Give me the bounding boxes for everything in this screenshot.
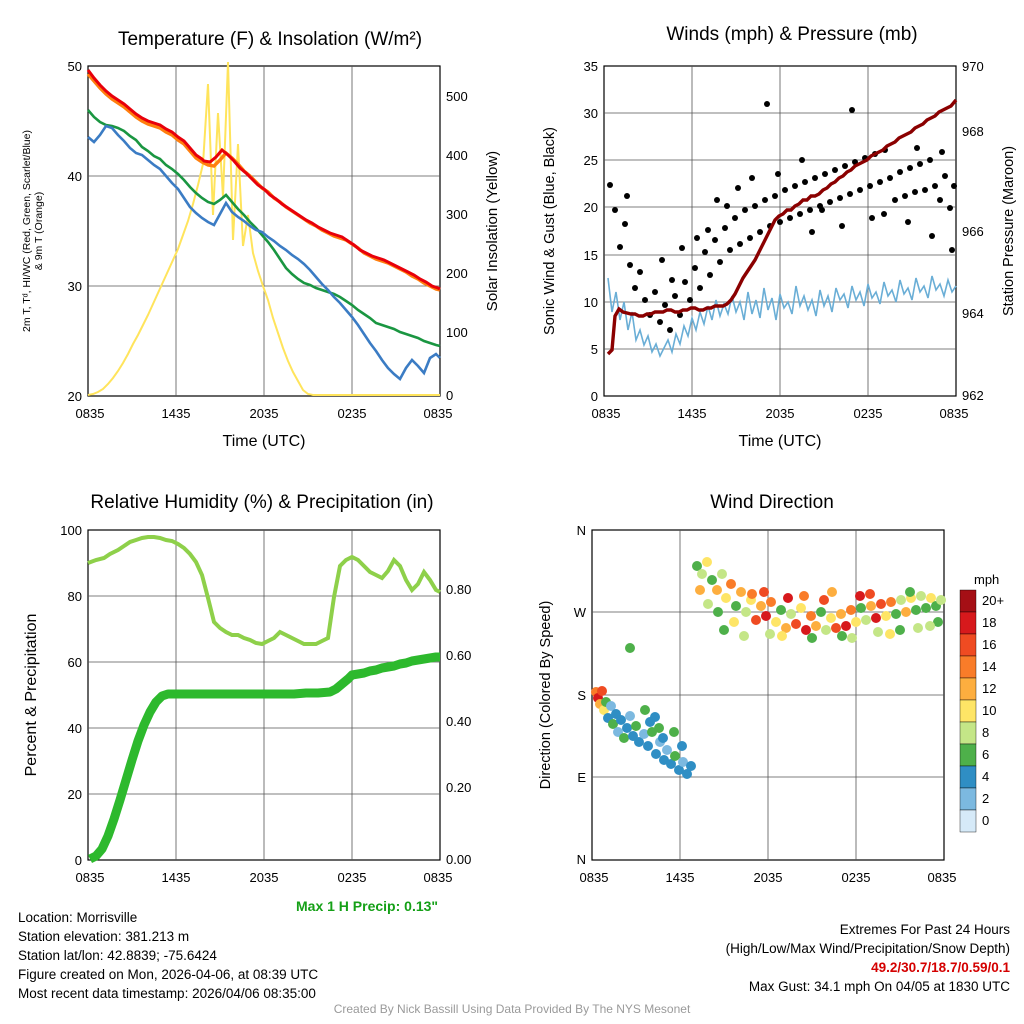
svg-text:0: 0 xyxy=(74,853,82,868)
station-elevation: Station elevation: 381.213 m xyxy=(18,929,190,944)
svg-text:2035: 2035 xyxy=(753,870,783,885)
svg-text:20: 20 xyxy=(67,389,82,404)
winds-left-axis-ticks xyxy=(584,59,598,404)
svg-text:15: 15 xyxy=(583,248,598,263)
svg-text:2035: 2035 xyxy=(765,406,795,421)
svg-text:0: 0 xyxy=(446,388,454,403)
svg-text:80: 80 xyxy=(67,589,82,604)
svg-text:966: 966 xyxy=(962,224,984,239)
svg-text:0: 0 xyxy=(982,813,990,828)
colorbar-title: mph xyxy=(974,572,1000,587)
svg-text:1435: 1435 xyxy=(161,870,191,885)
svg-text:0.00: 0.00 xyxy=(446,852,472,867)
svg-text:35: 35 xyxy=(583,59,598,74)
svg-text:50: 50 xyxy=(67,59,82,74)
temperature-left-axis-label xyxy=(21,130,45,332)
panel-wind-direction xyxy=(512,470,1024,910)
winddirection-chart-title: Wind Direction xyxy=(710,492,834,513)
extremes-values: 49.2/30.7/18.7/0.59/0.1 xyxy=(871,960,1010,975)
station-location: Location: Morrisville xyxy=(18,910,138,925)
humidity-chart-svg xyxy=(0,470,512,910)
svg-text:400: 400 xyxy=(446,148,468,163)
svg-text:16: 16 xyxy=(982,637,997,652)
svg-text:1435: 1435 xyxy=(677,406,707,421)
winds-left-axis-label: Sonic Wind & Gust (Blue, Black) xyxy=(542,127,558,335)
winds-chart-svg xyxy=(512,0,1024,470)
svg-text:2m T, Tᵈ, HI/WC (Red, Green, S: 2m T, Tᵈ, HI/WC (Red, Green, Scarlet/Blue) xyxy=(21,130,33,332)
svg-text:18: 18 xyxy=(982,615,997,630)
svg-text:0235: 0235 xyxy=(337,406,367,421)
svg-text:500: 500 xyxy=(446,89,468,104)
windspeed-colorbar-legend xyxy=(960,572,1004,832)
station-metadata xyxy=(18,908,318,1003)
svg-text:0835: 0835 xyxy=(75,406,105,421)
svg-text:10: 10 xyxy=(982,703,997,718)
winds-x-axis-ticks xyxy=(592,406,969,421)
svg-text:20: 20 xyxy=(67,787,82,802)
svg-text:10: 10 xyxy=(583,295,598,310)
svg-text:0835: 0835 xyxy=(927,870,957,885)
colorbar-tick-labels xyxy=(982,593,1004,828)
svg-text:100: 100 xyxy=(60,523,82,538)
humidity-left-axis-ticks xyxy=(60,523,82,868)
svg-text:0835: 0835 xyxy=(423,406,453,421)
svg-text:0235: 0235 xyxy=(853,406,883,421)
temperature-xaxis-label: Time (UTC) xyxy=(222,433,306,450)
svg-text:970: 970 xyxy=(962,59,984,74)
svg-text:2035: 2035 xyxy=(249,406,279,421)
svg-text:30: 30 xyxy=(583,106,598,121)
temperature-right-axis-ticks xyxy=(446,89,468,403)
svg-text:6: 6 xyxy=(982,747,990,762)
svg-text:2035: 2035 xyxy=(249,870,279,885)
winddirection-left-axis-label: Direction (Colored By Speed) xyxy=(538,600,554,790)
svg-text:0835: 0835 xyxy=(939,406,969,421)
temperature-right-axis-label: Solar Insolation (Yellow) xyxy=(484,150,501,312)
svg-text:20+: 20+ xyxy=(982,593,1005,608)
figure-credit: Created By Nick Bassill Using Data Provided By The NYS Mesonet xyxy=(333,1002,691,1016)
winds-chart-title: Winds (mph) & Pressure (mb) xyxy=(666,24,918,45)
temperature-chart-title: Temperature (F) & Insolation (W/m²) xyxy=(117,29,423,50)
svg-text:4: 4 xyxy=(982,769,990,784)
svg-text:300: 300 xyxy=(446,207,468,222)
panel-winds-pressure xyxy=(512,0,1024,470)
extremes-subheading: (High/Low/Max Wind/Precipitation/Snow Depth) xyxy=(725,941,1010,956)
svg-text:200: 200 xyxy=(446,266,468,281)
svg-text:1435: 1435 xyxy=(665,870,695,885)
svg-text:962: 962 xyxy=(962,388,984,403)
svg-text:N: N xyxy=(576,852,586,867)
humidity-x-axis-ticks xyxy=(76,870,453,885)
winddirection-left-axis-ticks xyxy=(574,523,587,867)
svg-text:0235: 0235 xyxy=(337,870,367,885)
svg-text:8: 8 xyxy=(982,725,990,740)
max-gust: Max Gust: 34.1 mph On 04/05 at 1830 UTC xyxy=(748,979,1010,994)
svg-text:0.80: 0.80 xyxy=(446,582,472,597)
svg-text:100: 100 xyxy=(446,325,468,340)
svg-text:E: E xyxy=(577,770,586,785)
svg-text:40: 40 xyxy=(67,721,82,736)
temperature-chart-svg xyxy=(0,0,512,470)
svg-text:N: N xyxy=(576,523,586,538)
max-precip-note: Max 1 H Precip: 0.13" xyxy=(296,898,439,914)
extremes-summary xyxy=(726,920,1010,996)
panel-humidity-precip xyxy=(0,470,512,910)
svg-text:60: 60 xyxy=(67,655,82,670)
svg-text:0.60: 0.60 xyxy=(446,648,472,663)
winddirection-x-axis-ticks xyxy=(580,870,957,885)
svg-text:964: 964 xyxy=(962,306,984,321)
extremes-heading: Extremes For Past 24 Hours xyxy=(839,922,1010,937)
svg-text:W: W xyxy=(573,605,586,620)
svg-text:40: 40 xyxy=(67,169,82,184)
svg-text:1435: 1435 xyxy=(161,406,191,421)
svg-text:0: 0 xyxy=(590,389,598,404)
svg-text:0835: 0835 xyxy=(423,870,453,885)
svg-text:0835: 0835 xyxy=(75,870,105,885)
svg-text:30: 30 xyxy=(67,279,82,294)
svg-text:2: 2 xyxy=(982,791,990,806)
temperature-x-axis-ticks xyxy=(76,406,453,421)
winds-xaxis-label: Time (UTC) xyxy=(738,433,822,450)
figure-created: Figure created on Mon, 2026-04-06, at 08:39 UTC xyxy=(18,967,319,982)
winds-right-axis-label: Station Pressure (Maroon) xyxy=(1001,145,1017,317)
svg-text:0835: 0835 xyxy=(579,870,609,885)
svg-text:5: 5 xyxy=(590,342,598,357)
svg-text:14: 14 xyxy=(982,659,997,674)
humidity-left-axis-label: Percent & Precipitation xyxy=(23,613,40,777)
svg-text:0.20: 0.20 xyxy=(446,780,472,795)
svg-text:12: 12 xyxy=(982,681,997,696)
temperature-left-axis-ticks xyxy=(68,59,82,404)
svg-text:25: 25 xyxy=(583,153,598,168)
svg-text:S: S xyxy=(577,688,586,703)
panel-temperature-insolation xyxy=(0,0,512,470)
svg-text:20: 20 xyxy=(583,200,598,215)
svg-text:968: 968 xyxy=(962,124,984,139)
winddirection-chart-svg xyxy=(512,470,1024,910)
humidity-chart-title: Relative Humidity (%) & Precipitation (in) xyxy=(90,492,434,513)
svg-text:& 9m T (Orange): & 9m T (Orange) xyxy=(33,191,45,271)
svg-text:0235: 0235 xyxy=(841,870,871,885)
most-recent-timestamp: Most recent data timestamp: 2026/04/06 08:35:00 xyxy=(18,986,316,1001)
svg-text:0.40: 0.40 xyxy=(446,714,472,729)
humidity-right-axis-ticks xyxy=(446,582,471,867)
svg-text:0835: 0835 xyxy=(591,406,621,421)
winds-right-axis-ticks xyxy=(962,59,984,403)
station-latlon: Station lat/lon: 42.8839; -75.6424 xyxy=(18,948,217,963)
